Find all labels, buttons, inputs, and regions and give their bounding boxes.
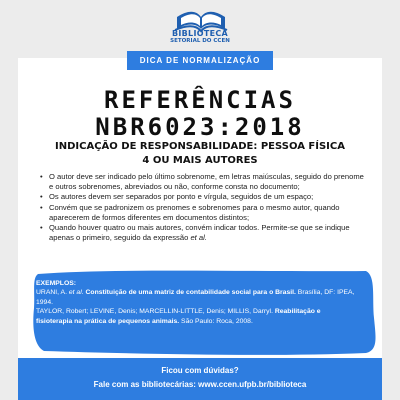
example-title: Constituição de uma matriz de contabilidade social para o Brasil. (85, 289, 296, 297)
example-author: URANI, A. (36, 289, 67, 297)
example-etal: et al. (68, 289, 84, 297)
example-imprint: São Paulo: Roca, 2008. (181, 317, 253, 325)
logo-title: BIBLIOTECA (171, 29, 229, 38)
examples-label: EXEMPLOS: (36, 280, 77, 287)
footer-contact: Fale com as bibliotecárias: www.ccen.ufpb.br/biblioteca (93, 380, 307, 389)
logo-subtitle: SETORIAL DO CCEN (170, 38, 230, 44)
rule-item: • O autor deve ser indicado pelo último sobrenome, em letras maiúsculas, seguido do prenome e outros sobrenomes, abreviados ou não, conforme consta no documento; (40, 172, 364, 192)
rule-item: • Os autores devem ser separados por ponto e vírgula, seguidos de um espaço; (40, 192, 364, 202)
standard-title: NBR6023:2018 (95, 113, 305, 141)
example-entry (36, 307, 358, 326)
example-title: Reabilitação e fisioterapia na prática de pequenos animais. (36, 308, 321, 325)
example-authors: TAYLOR, Robert; LEVINE, Denis; MARCELLIN-LITTLE, Denis; MILLIS, Darryl. (36, 308, 273, 316)
rules-list (40, 172, 364, 243)
rule-item: • Convém que se padronizem os prenomes e sobrenomes para o mesmo autor, quando aparecerem de formos diferentes em documentos distintos; (40, 203, 364, 223)
main-title: REFERÊNCIAS (104, 86, 296, 114)
footer-bar (18, 358, 382, 400)
section-heading: INDICAÇÃO DE RESPONSABILIDADE: PESSOA FÍSICA (55, 141, 345, 152)
example-imprint: Brasília, DF: IPEA, 1994. (36, 289, 355, 306)
rule-item (40, 223, 364, 243)
footer-question: Ficou com dúvidas? (161, 366, 239, 375)
rule-etal: et al. (190, 233, 207, 243)
tip-badge: DICA DE NORMALIZAÇÃO (127, 51, 273, 70)
example-entry (36, 288, 358, 307)
examples-block (36, 279, 358, 326)
rule-text: Quando houver quatro ou mais autores, convém indicar todos. Permite-se que se indique apenas o primeiro, seguido da expressão (49, 223, 350, 243)
section-subheading: 4 OU MAIS AUTORES (142, 155, 258, 166)
